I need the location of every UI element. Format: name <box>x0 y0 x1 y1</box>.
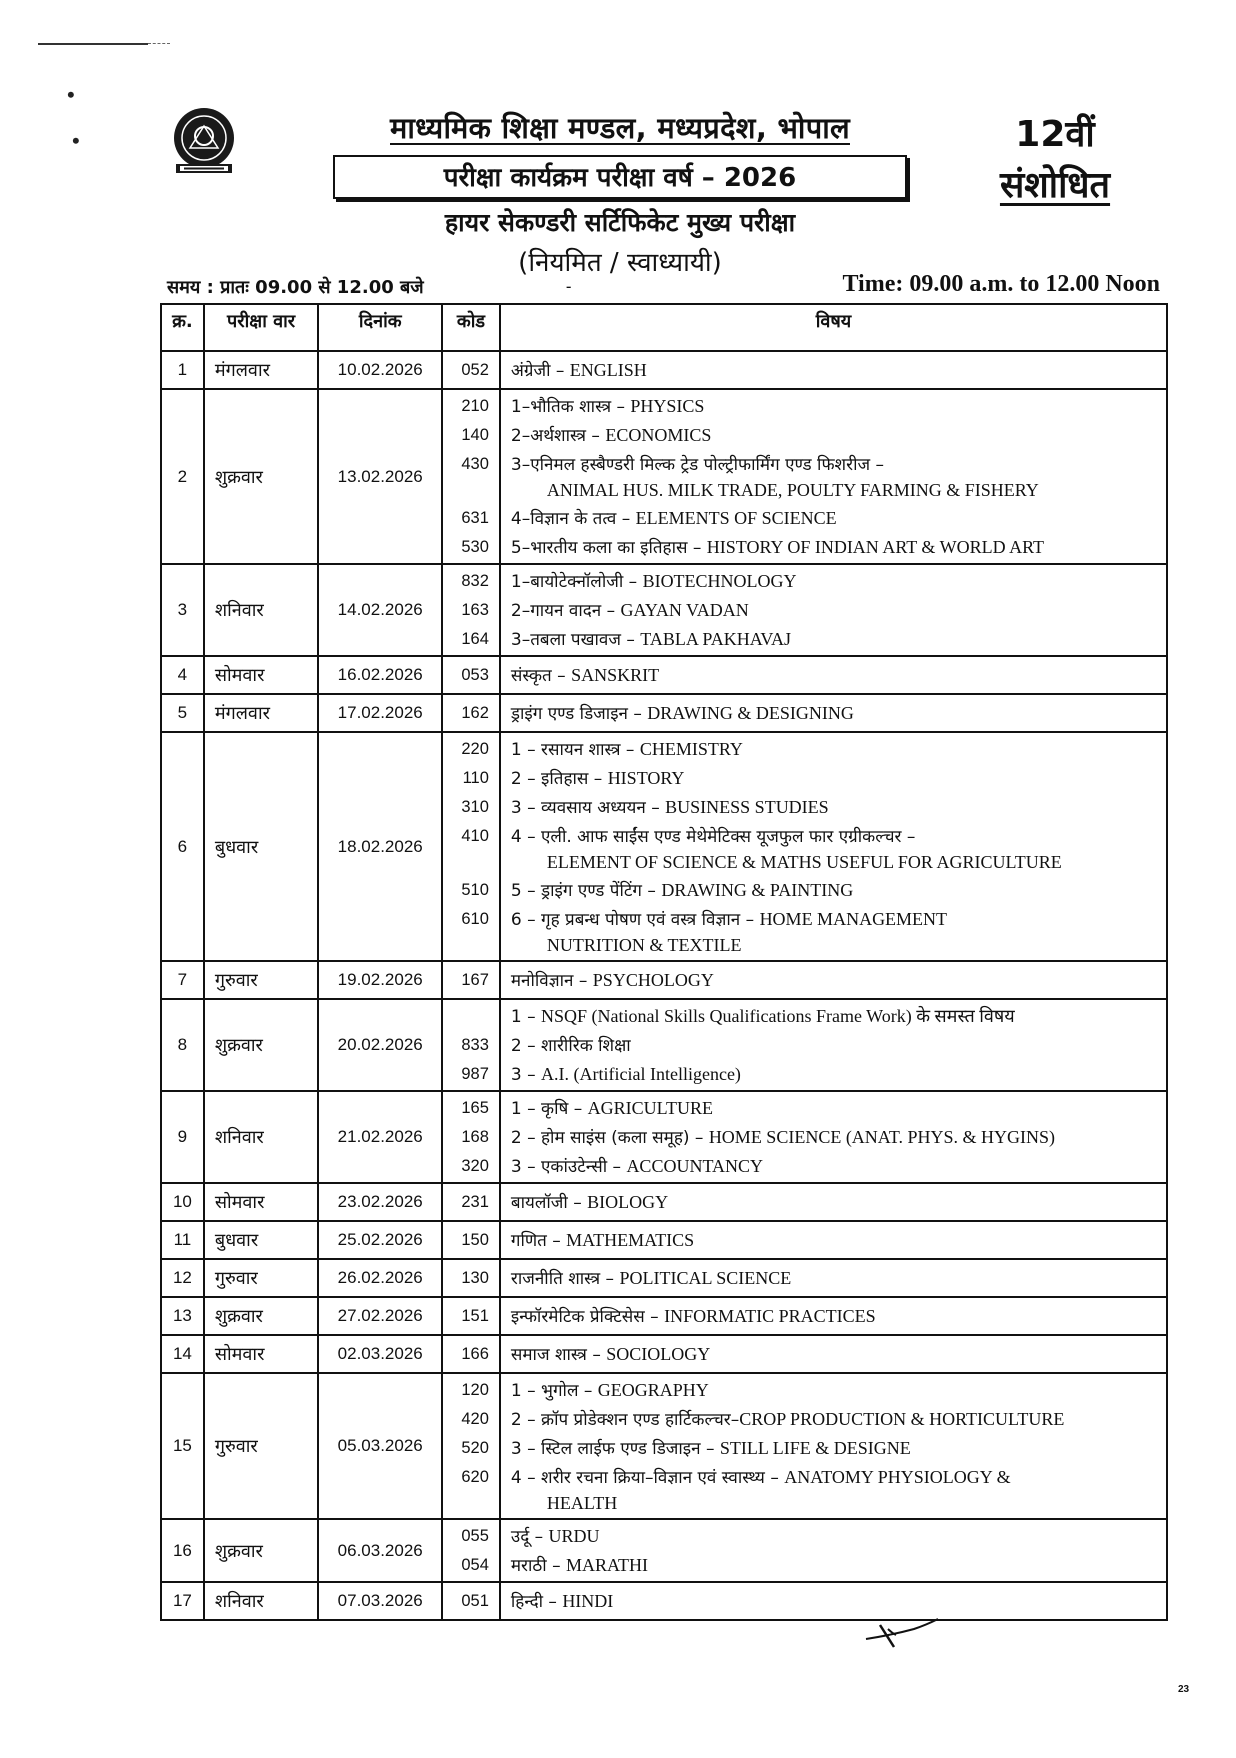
subject-hindi: मराठी – <box>510 1556 567 1576</box>
subject-hindi: 2 – इतिहास – <box>510 769 608 789</box>
subject-line <box>511 1340 1165 1369</box>
header-subject: विषय <box>500 304 1167 351</box>
serial-cell: 5 <box>161 694 204 732</box>
subject-cell <box>500 732 1167 961</box>
subject-line <box>511 661 1165 690</box>
subject-cell <box>500 1221 1167 1259</box>
day-cell: सोमवार <box>204 1335 319 1373</box>
date-cell: 07.03.2026 <box>318 1582 442 1620</box>
serial-cell: 11 <box>161 1221 204 1259</box>
serial-cell: 16 <box>161 1519 204 1582</box>
code-cell <box>442 732 500 961</box>
subject-hindi: 3–एनिमल हस्बैण्डरी मिल्क ट्रेड पोल्ट्रीफार्मिंग एण्ड फिशरीज – <box>510 455 884 475</box>
page-number: 23 <box>1178 1684 1190 1695</box>
subject-hindi: 1–भौतिक शास्त्र – <box>510 397 631 417</box>
subject-code: 110 <box>462 769 489 787</box>
subject-line <box>511 1002 1165 1031</box>
subject-code: 167 <box>461 971 489 989</box>
day-cell: शुक्रवार <box>204 1519 319 1582</box>
date-cell: 26.02.2026 <box>318 1259 442 1297</box>
day-cell: मंगलवार <box>204 694 319 732</box>
subject-code: 430 <box>461 455 489 473</box>
subject-english: MATHEMATICS <box>566 1230 695 1250</box>
subject-hindi: 1 – भुगोल – <box>510 1381 598 1401</box>
subject-line <box>511 596 1165 625</box>
subject-english: STILL LIFE & DESIGNE <box>719 1438 911 1458</box>
subject-hindi: 2 – होम साइंस (कला समूह) – <box>510 1128 709 1148</box>
code-cell <box>442 564 500 656</box>
subject-line <box>511 1551 1165 1580</box>
subject-english: BIOTECHNOLOGY <box>642 571 797 591</box>
table-row <box>161 656 1167 694</box>
subject-code: 140 <box>461 426 489 444</box>
subject-line <box>511 1492 1165 1517</box>
subject-cell <box>500 999 1167 1091</box>
date-cell: 02.03.2026 <box>318 1335 442 1373</box>
subject-english: A.I. (Artificial Intelligence) <box>541 1064 741 1084</box>
subject-english: HOME MANAGEMENT <box>759 909 948 929</box>
serial-cell: 6 <box>161 732 204 961</box>
subject-code: 832 <box>461 572 489 590</box>
subject-english: HISTORY OF INDIAN ART & WORLD ART <box>706 537 1044 557</box>
subject-hindi: 5–भारतीय कला का इतिहास – <box>510 538 707 558</box>
subject-code: 410 <box>461 827 489 845</box>
scan-speck: • <box>72 128 80 153</box>
subject-english: HISTORY <box>607 768 685 788</box>
subject-hindi: 2–अर्थशास्त्र – <box>510 426 606 446</box>
subject-code <box>444 1492 489 1517</box>
exam-title-box: परीक्षा कार्यक्रम परीक्षा वर्ष – 2026 <box>333 155 907 199</box>
subject-hindi: 1 – रसायन शास्त्र – <box>510 740 640 760</box>
subject-cell <box>500 1259 1167 1297</box>
subject-line <box>511 356 1165 385</box>
subject-english: ANIMAL HUS. MILK TRADE, POULTY FARMING & FISHERY <box>546 480 1039 500</box>
subject-hindi: मनोविज्ञान – <box>510 971 593 991</box>
subject-hindi: 4 – शरीर रचना क्रिया–विज्ञान एवं स्वास्थ्य – <box>510 1468 785 1488</box>
exam-name: हायर सेकण्डरी सर्टिफिकेट मुख्य परीक्षा <box>444 208 796 237</box>
subject-line <box>511 1302 1165 1331</box>
table-row <box>161 1091 1167 1183</box>
subject-code <box>444 934 489 959</box>
day-cell: शनिवार <box>204 564 319 656</box>
day-cell: शनिवार <box>204 1582 319 1620</box>
subject-line <box>511 1463 1165 1492</box>
subject-line <box>511 1376 1165 1405</box>
day-cell: शुक्रवार <box>204 1297 319 1335</box>
subject-code: 530 <box>461 538 489 556</box>
subject-code: 231 <box>461 1193 489 1211</box>
subject-line <box>511 1060 1165 1089</box>
subject-hindi: इन्फॉरमेटिक प्रेक्टिसेस – <box>510 1307 665 1327</box>
subject-cell <box>500 656 1167 694</box>
subject-english: HINDI <box>562 1591 614 1611</box>
subject-code: 168 <box>461 1128 489 1146</box>
subject-code: 051 <box>461 1592 489 1610</box>
subject-line <box>511 876 1165 905</box>
date-cell: 13.02.2026 <box>318 389 442 564</box>
subject-hindi: ड्राइंग एण्ड डिजाइन – <box>510 704 648 724</box>
subject-english: ELEMENT OF SCIENCE & MATHS USEFUL FOR AGRICULTURE <box>546 852 1062 872</box>
subject-cell <box>500 961 1167 999</box>
date-cell: 16.02.2026 <box>318 656 442 694</box>
day-cell: बुधवार <box>204 1221 319 1259</box>
subject-code: 163 <box>461 601 489 619</box>
subject-code: 620 <box>461 1468 489 1486</box>
table-row <box>161 732 1167 961</box>
subject-cell <box>500 1373 1167 1519</box>
subject-line <box>511 504 1165 533</box>
subject-line <box>511 450 1165 479</box>
code-cell <box>442 961 500 999</box>
subject-hindi: 3–तबला पखावज – <box>510 630 641 650</box>
day-cell: सोमवार <box>204 656 319 694</box>
subject-hindi: 1 – <box>510 1007 542 1027</box>
table-row <box>161 389 1167 564</box>
table-row <box>161 961 1167 999</box>
header-date: दिनांक <box>318 304 442 351</box>
day-cell: शुक्रवार <box>204 999 319 1091</box>
subject-hindi: 5 – ड्राइंग एण्ड पेंटिंग – <box>510 881 662 901</box>
subject-line <box>511 822 1165 851</box>
table-row <box>161 1259 1167 1297</box>
subject-english: BUSINESS STUDIES <box>665 797 829 817</box>
subject-hindi: 2–गायन वादन – <box>510 601 621 621</box>
subject-hindi: 3 – व्यवसाय अध्ययन – <box>510 798 666 818</box>
date-cell: 27.02.2026 <box>318 1297 442 1335</box>
subject-line <box>511 699 1165 728</box>
subject-hindi: राजनीति शास्त्र – <box>510 1269 620 1289</box>
subject-hindi: 3 – स्टिल लाईफ एण्ड डिजाइन – <box>510 1439 720 1459</box>
subject-code: 150 <box>461 1231 489 1249</box>
subject-hindi: 2 – क्रॉप प्रोडेक्शन एण्ड हार्टिकल्चर– <box>510 1410 740 1430</box>
day-cell: मंगलवार <box>204 351 319 389</box>
board-seal-icon <box>168 104 240 176</box>
subject-hindi: 1–बायोटेक्नॉलोजी – <box>510 572 643 592</box>
subject-line <box>511 1094 1165 1123</box>
exam-mode: (नियमित / स्वाध्यायी) <box>518 248 722 278</box>
subject-code: 151 <box>461 1307 489 1325</box>
header-code: कोड <box>442 304 500 351</box>
date-cell: 18.02.2026 <box>318 732 442 961</box>
subject-english: TABLA PAKHAVAJ <box>640 629 792 649</box>
code-cell <box>442 694 500 732</box>
subject-line <box>511 1264 1165 1293</box>
subject-code: 162 <box>461 704 489 722</box>
table-row <box>161 999 1167 1091</box>
table-row <box>161 1297 1167 1335</box>
subject-cell <box>500 564 1167 656</box>
subject-code: 120 <box>461 1381 489 1399</box>
code-cell <box>442 1373 500 1519</box>
date-cell: 06.03.2026 <box>318 1519 442 1582</box>
subject-cell <box>500 1582 1167 1620</box>
subject-code: 054 <box>461 1556 489 1574</box>
code-cell <box>442 1582 500 1620</box>
subject-english: SANSKRIT <box>571 665 660 685</box>
subject-english: HOME SCIENCE (ANAT. PHYS. & HYGINS) <box>708 1127 1055 1147</box>
table-row <box>161 1183 1167 1221</box>
subject-english: INFORMATIC PRACTICES <box>664 1306 876 1326</box>
subject-hindi: संस्कृत – <box>510 666 572 686</box>
subject-code: 520 <box>461 1439 489 1457</box>
class-badge <box>985 108 1125 208</box>
subject-hindi: उर्दू – <box>510 1527 549 1547</box>
code-cell <box>442 1335 500 1373</box>
subject-line <box>511 1522 1165 1551</box>
serial-cell: 3 <box>161 564 204 656</box>
subject-english: NUTRITION & TEXTILE <box>546 935 742 955</box>
board-name: माध्यमिक शिक्षा मण्डल, मध्यप्रदेश, भोपाल <box>390 111 850 145</box>
table-row <box>161 694 1167 732</box>
subject-line <box>511 421 1165 450</box>
serial-cell: 2 <box>161 389 204 564</box>
subject-english: ECONOMICS <box>605 425 712 445</box>
subject-code: 130 <box>461 1269 489 1287</box>
day-cell: बुधवार <box>204 732 319 961</box>
subject-english: POLITICAL SCIENCE <box>619 1268 792 1288</box>
subject-english: SOCIOLOGY <box>606 1344 711 1364</box>
code-cell <box>442 1221 500 1259</box>
subject-english: ACCOUNTANCY <box>626 1156 764 1176</box>
time-english: Time: 09.00 a.m. to 12.00 Noon <box>842 271 1160 297</box>
subject-line <box>511 1226 1165 1255</box>
subject-hindi: बायलॉजी – <box>510 1193 588 1213</box>
class-label: 12वीं <box>1015 114 1095 155</box>
serial-cell: 13 <box>161 1297 204 1335</box>
subject-line <box>511 1405 1165 1434</box>
table-row <box>161 1519 1167 1582</box>
table-row <box>161 351 1167 389</box>
subject-code: 510 <box>461 881 489 899</box>
subject-english: ENGLISH <box>569 360 647 380</box>
subject-hindi: 3 – <box>510 1065 542 1085</box>
subject-hindi: 4–विज्ञान के तत्व – <box>510 509 636 529</box>
date-cell: 10.02.2026 <box>318 351 442 389</box>
subject-code: 220 <box>461 740 489 758</box>
table-row <box>161 1373 1167 1519</box>
code-cell <box>442 1297 500 1335</box>
date-cell: 23.02.2026 <box>318 1183 442 1221</box>
subject-english: GEOGRAPHY <box>597 1380 709 1400</box>
serial-cell: 7 <box>161 961 204 999</box>
code-cell <box>442 1259 500 1297</box>
day-cell: गुरुवार <box>204 1373 319 1519</box>
date-cell: 14.02.2026 <box>318 564 442 656</box>
subject-hindi: 3 – एकांउटेन्सी – <box>510 1157 627 1177</box>
date-cell: 19.02.2026 <box>318 961 442 999</box>
serial-cell: 17 <box>161 1582 204 1620</box>
serial-cell: 14 <box>161 1335 204 1373</box>
code-cell <box>442 656 500 694</box>
subject-line <box>511 764 1165 793</box>
subject-code: 987 <box>461 1065 489 1083</box>
subject-code: 053 <box>461 666 489 684</box>
subject-hindi: अंग्रेजी – <box>510 361 570 381</box>
table-body <box>161 351 1167 1620</box>
subject-hindi: 4 – एली. आफ साईंस एण्ड मेथेमेटिक्स यूजफुल फार एग्रीकल्चर – <box>510 827 916 847</box>
date-cell: 21.02.2026 <box>318 1091 442 1183</box>
subject-line <box>511 1123 1165 1152</box>
subject-line <box>511 934 1165 959</box>
date-cell: 05.03.2026 <box>318 1373 442 1519</box>
subject-cell <box>500 351 1167 389</box>
serial-cell: 10 <box>161 1183 204 1221</box>
subject-english: ANATOMY PHYSIOLOGY & <box>784 1467 1011 1487</box>
subject-line <box>511 1152 1165 1181</box>
table-row <box>161 1582 1167 1620</box>
scan-line <box>148 43 170 44</box>
subject-line <box>511 905 1165 934</box>
subject-cell <box>500 1335 1167 1373</box>
subject-cell <box>500 1519 1167 1582</box>
subject-english: PSYCHOLOGY <box>592 970 714 990</box>
code-cell <box>442 351 500 389</box>
subject-line <box>511 567 1165 596</box>
subject-cell <box>500 1297 1167 1335</box>
subject-hindi: 1 – कृषि – <box>510 1099 588 1119</box>
subject-code: 420 <box>461 1410 489 1428</box>
table-header-row <box>161 304 1167 351</box>
date-cell: 25.02.2026 <box>318 1221 442 1259</box>
subject-english: HEALTH <box>546 1493 618 1513</box>
subject-code: 210 <box>461 397 489 415</box>
subject-hindi: 2 – शारीरिक शिक्षा <box>510 1036 631 1056</box>
subject-english: NSQF (National Skills Qualifications Frame Work) के समस्त विषय <box>541 1006 1015 1026</box>
table-row <box>161 564 1167 656</box>
table-row <box>161 1221 1167 1259</box>
subject-code: 166 <box>461 1345 489 1363</box>
code-cell <box>442 1091 500 1183</box>
subject-english: BIOLOGY <box>587 1192 669 1212</box>
subject-english: URDU <box>548 1526 600 1546</box>
subject-line <box>511 1434 1165 1463</box>
serial-cell: 15 <box>161 1373 204 1519</box>
subject-code: 165 <box>461 1099 489 1117</box>
subject-line <box>511 392 1165 421</box>
serial-cell: 12 <box>161 1259 204 1297</box>
subject-english: DRAWING & PAINTING <box>661 880 854 900</box>
subject-cell <box>500 389 1167 564</box>
subject-code: 310 <box>461 798 489 816</box>
day-cell: गुरुवार <box>204 1259 319 1297</box>
serial-cell: 4 <box>161 656 204 694</box>
subject-code: 320 <box>461 1157 489 1175</box>
subject-line <box>511 1031 1165 1060</box>
time-hindi: समय : प्रातः 09.00 से 12.00 बजे <box>167 277 424 298</box>
subject-code: 610 <box>461 910 489 928</box>
subject-line <box>511 479 1165 504</box>
subject-line <box>511 966 1165 995</box>
serial-cell: 1 <box>161 351 204 389</box>
subject-english: AGRICULTURE <box>587 1098 713 1118</box>
subject-english: MARATHI <box>566 1555 649 1575</box>
scan-speck: • <box>67 82 75 107</box>
scan-line <box>38 43 148 45</box>
revised-label: संशोधित <box>999 165 1111 206</box>
subject-code <box>444 851 489 876</box>
subject-line <box>511 625 1165 654</box>
header-serial: क्र. <box>161 304 204 351</box>
subject-code: 055 <box>461 1527 489 1545</box>
subject-code <box>444 479 489 504</box>
day-cell: गुरुवार <box>204 961 319 999</box>
subject-cell <box>500 694 1167 732</box>
subject-hindi: 6 – गृह प्रबन्ध पोषण एवं वस्त्र विज्ञान – <box>510 910 760 930</box>
date-cell: 17.02.2026 <box>318 694 442 732</box>
subject-line <box>511 735 1165 764</box>
code-cell <box>442 1519 500 1582</box>
subject-english: PHYSICS <box>630 396 705 416</box>
day-cell: सोमवार <box>204 1183 319 1221</box>
subject-english: CHEMISTRY <box>639 739 743 759</box>
table-row <box>161 1335 1167 1373</box>
code-cell <box>442 999 500 1091</box>
subject-english: CROP PRODUCTION & HORTICULTURE <box>739 1409 1065 1429</box>
subject-line <box>511 1188 1165 1217</box>
serial-cell: 9 <box>161 1091 204 1183</box>
day-cell: शुक्रवार <box>204 389 319 564</box>
subject-hindi: समाज शास्त्र – <box>510 1345 607 1365</box>
subject-line <box>511 533 1165 562</box>
subject-english: ELEMENTS OF SCIENCE <box>635 508 837 528</box>
signature-icon <box>862 1613 942 1658</box>
code-cell <box>442 389 500 564</box>
date-cell: 20.02.2026 <box>318 999 442 1091</box>
serial-cell: 8 <box>161 999 204 1091</box>
subject-line <box>511 1587 1165 1616</box>
subject-cell <box>500 1183 1167 1221</box>
subject-hindi: गणित – <box>510 1231 567 1251</box>
header-day: परीक्षा वार <box>204 304 319 351</box>
subject-code: 164 <box>461 630 489 648</box>
subject-code: 052 <box>461 361 489 379</box>
time-separator: - <box>566 278 572 295</box>
document-header <box>300 108 940 279</box>
exam-schedule-table <box>160 303 1168 1621</box>
subject-code: 833 <box>461 1036 489 1054</box>
subject-code: 631 <box>461 509 489 527</box>
subject-code <box>444 1002 489 1031</box>
day-cell: शनिवार <box>204 1091 319 1183</box>
code-cell <box>442 1183 500 1221</box>
subject-line <box>511 793 1165 822</box>
subject-english: DRAWING & DESIGNING <box>647 703 854 723</box>
subject-english: GAYAN VADAN <box>620 600 749 620</box>
subject-cell <box>500 1091 1167 1183</box>
subject-line <box>511 851 1165 876</box>
subject-hindi: हिन्दी – <box>510 1592 563 1612</box>
